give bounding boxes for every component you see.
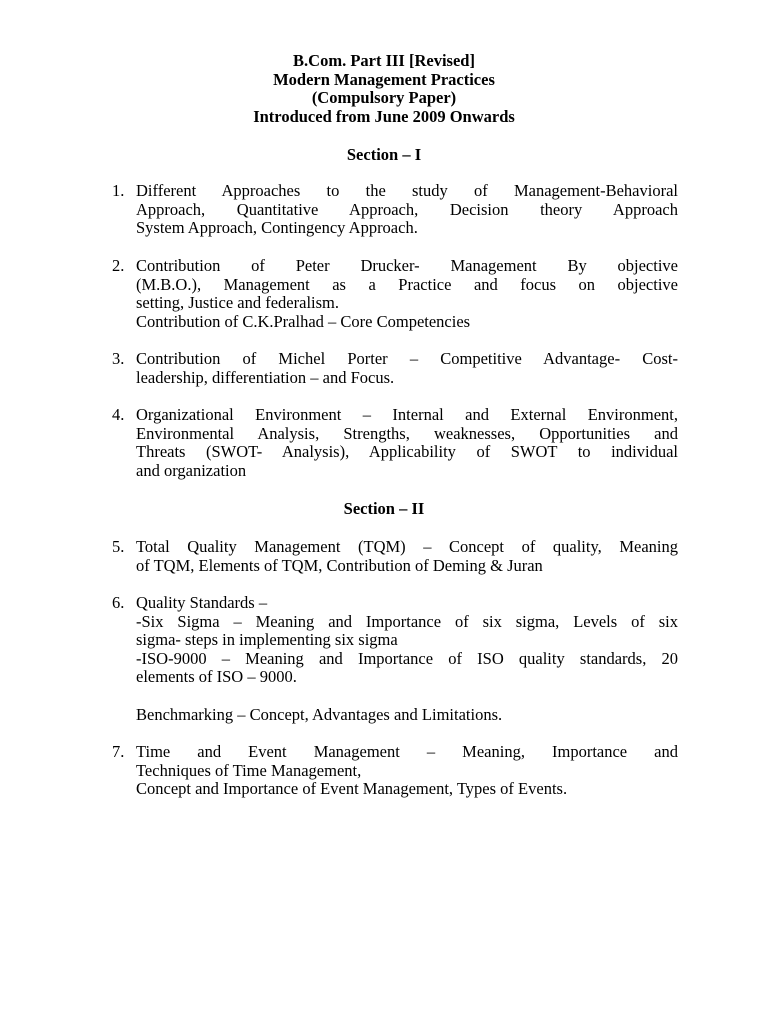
item-line: setting, Justice and federalism.	[136, 293, 339, 313]
syllabus-item-1	[112, 182, 678, 238]
item-line: leadership, differentiation – and Focus.	[136, 367, 395, 387]
section-2-title: Section – II	[343, 499, 425, 518]
paper-type: (Compulsory Paper)	[311, 88, 457, 108]
syllabus-item-4	[112, 406, 678, 480]
paper-title: Modern Management Practices	[273, 69, 495, 89]
item-line: Approach, Quantitative Approach, Decision theory Approach	[136, 199, 678, 219]
syllabus-item-3	[112, 350, 678, 387]
syllabus-item-5	[112, 538, 678, 575]
item-line: of TQM, Elements of TQM, Contribution of Deming & Juran	[136, 555, 543, 575]
item-line: Organizational Environment – Internal and External Environment,	[136, 405, 678, 424]
item-number: 5.	[112, 537, 125, 556]
introduction-date: Introduced from June 2009 Onwards	[253, 106, 515, 126]
document-header	[0, 52, 768, 126]
item-line: -ISO-9000 – Meaning and Importance of ISO quality standards, 20	[136, 648, 678, 668]
syllabus-item-6	[112, 594, 678, 724]
item-line: Total Quality Management (TQM) – Concept of quality, Meaning	[136, 537, 678, 556]
item-number: 2.	[112, 256, 125, 275]
item-line: Contribution of Michel Porter – Competitive Advantage- Cost-	[136, 349, 678, 368]
item-line: sigma- steps in implementing six sigma	[136, 630, 398, 650]
item-number: 3.	[112, 349, 125, 368]
item-number: 1.	[112, 181, 125, 200]
item-line: Techniques of Time Management,	[136, 760, 362, 780]
syllabus-item-7	[112, 743, 678, 799]
item-number: 4.	[112, 405, 125, 424]
item-line: Threats (SWOT- Analysis), Applicability of SWOT to individual	[136, 442, 678, 462]
item-line: elements of ISO – 9000.	[136, 667, 297, 687]
item-line: Contribution of C.K.Pralhad – Core Competencies	[136, 311, 471, 331]
item-line: Different Approaches to the study of Management-Behavioral	[136, 181, 678, 200]
item-line: Benchmarking – Concept, Advantages and Limitations.	[136, 704, 503, 724]
item-line: Time and Event Management – Meaning, Importance and	[136, 742, 678, 761]
item-number: 7.	[112, 742, 125, 761]
item-line: -Six Sigma – Meaning and Importance of six sigma, Levels of six	[136, 611, 678, 631]
item-line: Concept and Importance of Event Management, Types of Events.	[136, 779, 568, 799]
item-line: and organization	[136, 460, 247, 480]
section-1-title: Section – I	[346, 145, 422, 164]
item-line: System Approach, Contingency Approach.	[136, 218, 418, 238]
syllabus-item-2	[112, 257, 678, 331]
item-line: Contribution of Peter Drucker- Management By objective	[136, 256, 678, 275]
item-line: (M.B.O.), Management as a Practice and focus on objective	[136, 274, 678, 294]
item-line: Quality Standards –	[136, 593, 268, 612]
course-title: B.Com. Part III [Revised]	[293, 51, 475, 70]
item-number: 6.	[112, 593, 125, 612]
item-line: Environmental Analysis, Strengths, weaknesses, Opportunities and	[136, 423, 678, 443]
